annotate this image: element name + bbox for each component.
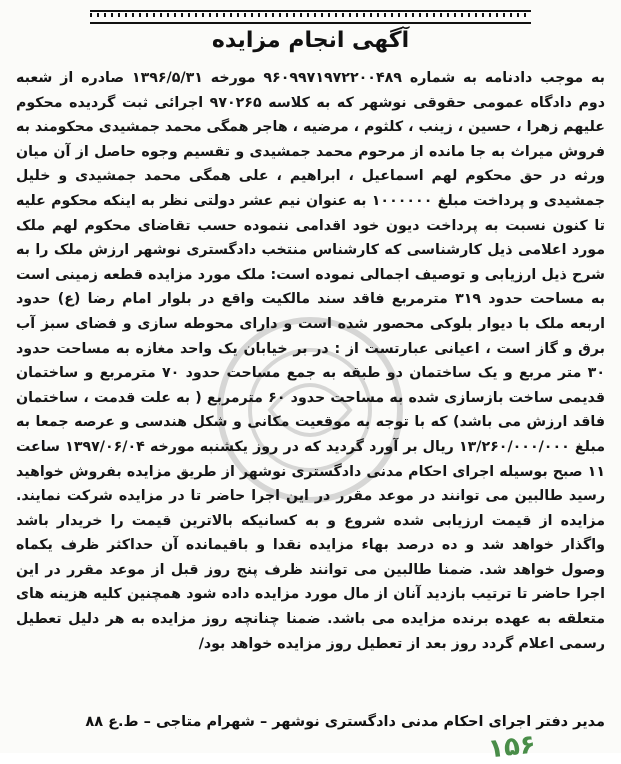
notice-body: به موجب دادنامه به شماره ۹۶۰۹۹۷۱۹۷۲۲۰۰۴۸۹ مورخه ۱۳۹۶/۵/۳۱ صادره از شعبه دوم دادگاه عمومی حقوقی نوشهر که به کلاسه ۹۷۰۲۶۵ اجرائی ثبت گردیده محکوم علیهم زهرا ، حسین ، زینب ، کلثوم ، مرضیه ، هاجر همگی محمد جمشیدی محکومند به فروش میراث به جا مانده از مرحوم محمد جمشیدی و تقسیم وجوه حاصل از آن میان ورثه در حق محکوم لهم اسماعیل ، ابراهیم ، علی همگی محمد جمشیدی و خلیل جمشیدی و پرداخت مبلغ ۱۰۰۰۰۰۰ به عنوان نیم عشر دولتی نظر به اینکه محکوم علیه تا کنون نسبت به پرداخت دیون خود اقدامی ننموده حسب تقاضای محکوم لهم ملک مورد اعلامی ذیل کارشناسی که کارشناس منتخب دادگستری نوشهر ارزش ملک را به شرح ذیل ارزیابی و توصیف اجمالی نموده است: ملک مورد مزایده قطعه زمینی است به مساحت حدود ۳۱۹ مترمربع فاقد سند مالکیت واقع در بلوار امام رضا (ع) حدود اربعه ملک با دیوار بلوکی محصور شده است و دارای محوطه سازی و فضای سبز آب برق و گاز است ، اعیانی عبارتست از : در بر خیابان یک واحد مغازه به مساحت حدود ۳۰ متر مربع و یک ساختمان دو طبقه به جمع مساحت حدود ۷۰ مترمربع و ساختمان قدیمی ساخت بازسازی شده به مساحت حدود ۶۰ مترمربع ( به علت قدمت ، ساختمان فاقد ارزش می باشد) که با توجه به موقعیت مکانی و شکل هندسی و عرصه جمعا به مبلغ ۱۳/۲۶۰/۰۰۰/۰۰۰ ریال بر آورد گردید که در روز یکشنبه مورخه ۱۳۹۷/۰۶/۰۴ ساعت ۱۱ صبح بوسیله اجرای احکام مدنی دادگستری نوشهر از طریق مزایده بفروش خواهید رسید طالبین می توانند در موعد مقرر در این اجرا حاضر تا در مزایده شرکت نمایند. مزایده از قیمت ارزیابی شده شروع و به کسانیکه بالاترین قیمت را خریدار باشد واگذار خواهد شد و ده درصد بهاء مزایده نقدا و باقیمانده آن حداکثر ظرف یکماه وصول خواهد شد. ضمنا طالبین می توانند ظرف پنج روز قبل از موعد مقرر در این اجرا حاضر تا ترتیب بازدید آنان از مال مورد مزایده داده شود همچنین کلیه هزینه های متعلقه به عهده برنده مزایده می باشد. ضمنا چنانچه روز مزایده به هر دلیل تعطیل رسمی اعلام گردد روز بعد از تعطیل روز مزایده خواهد بود/ <box>16 70 605 652</box>
top-decorative-rule <box>90 10 531 24</box>
notice-signature: مدیر دفتر اجرای احکام مدنی دادگستری نوشهر – شهرام متاجی – ط.ع ۸۸ <box>85 714 605 730</box>
handwritten-number: ۱۵۶ <box>486 729 538 764</box>
notice-title: آگهی انجام مزایده <box>211 28 410 53</box>
